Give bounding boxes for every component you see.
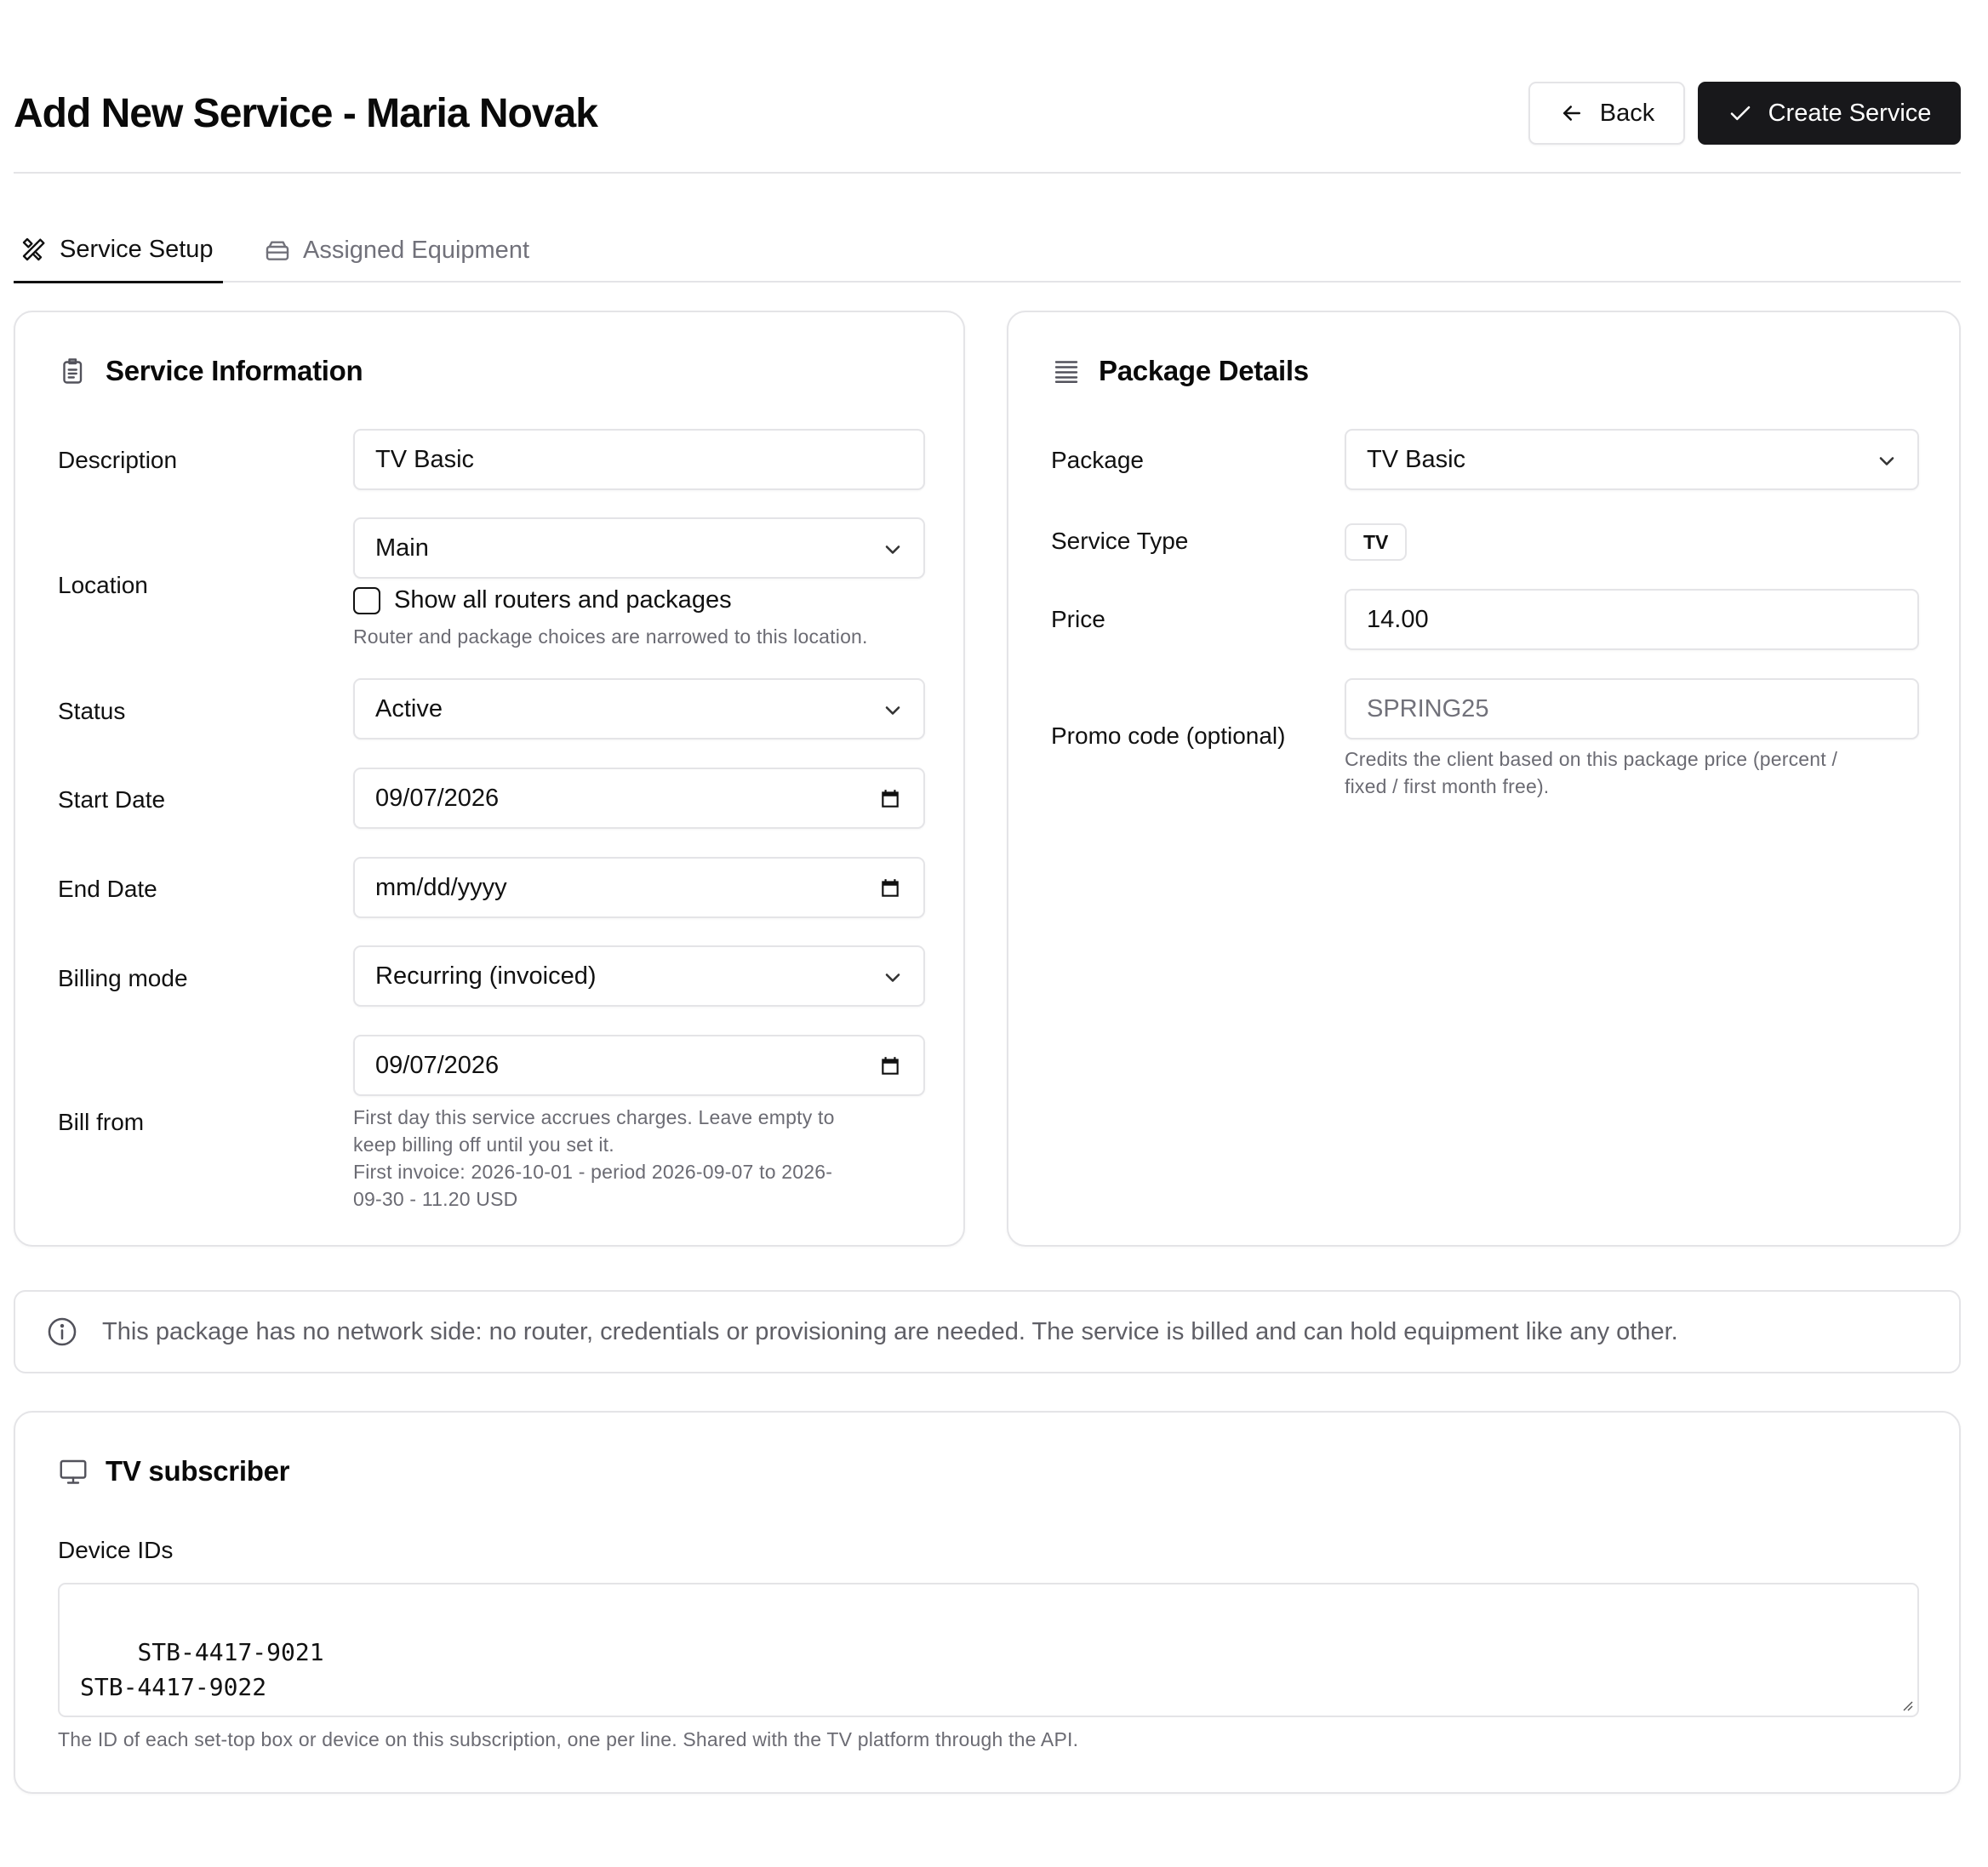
status-value: Active (375, 694, 443, 722)
arrow-left-icon (1559, 100, 1585, 126)
tab-assigned-equipment[interactable] (264, 218, 529, 283)
show-all-routers-row[interactable] (353, 586, 732, 614)
service-information-heading (58, 355, 363, 387)
calendar-icon[interactable] (879, 788, 901, 810)
bill-from-input[interactable] (353, 1035, 925, 1096)
tv-subscriber-title: TV subscriber (106, 1455, 290, 1487)
device-ids-value: STB-4417-9021 STB-4417-9022 (80, 1638, 324, 1701)
tab-assigned-equipment-label: Assigned Equipment (303, 236, 529, 264)
billing-mode-value: Recurring (invoiced) (375, 962, 597, 990)
service-information-title: Service Information (106, 355, 363, 386)
back-button-label: Back (1599, 99, 1655, 127)
create-service-button[interactable] (1698, 82, 1961, 145)
location-label: Location (58, 572, 148, 598)
promo-code-placeholder: SPRING25 (1367, 694, 1489, 722)
device-ids-label: Device IDs (58, 1537, 174, 1563)
status-label: Status (58, 698, 126, 724)
location-select[interactable] (353, 517, 925, 579)
no-network-notice (14, 1290, 1961, 1373)
chevron-down-icon (881, 699, 905, 722)
tv-subscriber-card (14, 1411, 1961, 1794)
tab-bar (14, 218, 1961, 283)
clipboard-icon (58, 356, 89, 386)
location-hint: Router and package choices are narrowed to this location. (353, 625, 868, 648)
page-header (14, 82, 1961, 174)
bill-from-hint (353, 1104, 835, 1213)
resize-handle-icon[interactable] (1899, 1697, 1914, 1712)
first-invoice-line: First invoice: 2026-10-01 - period 2026-09-07 to 2026- (353, 1161, 833, 1183)
billing-mode-select[interactable] (353, 945, 925, 1007)
box-icon (264, 237, 291, 264)
tools-icon (20, 236, 48, 263)
service-type-label: Service Type (1051, 528, 1189, 554)
chevron-down-icon (881, 538, 905, 562)
monitor-icon (58, 1456, 89, 1487)
package-value: TV Basic (1367, 445, 1466, 473)
package-select[interactable] (1345, 429, 1919, 490)
notice-text: This package has no network side: no router, credentials or provisioning are needed. The service is billed and can hold equipment like any other. (102, 1317, 1678, 1345)
promo-code-hint-line: fixed / first month free). (1345, 775, 1550, 797)
first-invoice-line: 09-30 - 11.20 USD (353, 1188, 518, 1210)
end-date-input[interactable] (353, 857, 925, 918)
chevron-down-icon (1875, 449, 1899, 473)
price-value: 14.00 (1367, 605, 1429, 633)
chevron-down-icon (881, 966, 905, 990)
promo-code-input[interactable] (1345, 678, 1919, 739)
price-input[interactable] (1345, 589, 1919, 650)
bill-from-value: 09/07/2026 (375, 1051, 500, 1079)
status-select[interactable] (353, 678, 925, 739)
start-date-input[interactable] (353, 768, 925, 829)
info-icon (46, 1316, 78, 1348)
start-date-label: Start Date (58, 786, 166, 813)
start-date-value: 09/07/2026 (375, 784, 500, 812)
calendar-icon[interactable] (879, 1055, 901, 1077)
end-date-label: End Date (58, 876, 157, 902)
list-icon (1051, 356, 1082, 386)
device-ids-textarea[interactable] (58, 1583, 1919, 1717)
promo-code-hint (1345, 745, 1837, 800)
bill-from-hint-line: First day this service accrues charges. Leave empty to (353, 1106, 835, 1128)
billing-mode-label: Billing mode (58, 965, 188, 991)
page-title: Add New Service - Maria Novak (14, 91, 597, 136)
create-service-label: Create Service (1768, 99, 1932, 127)
package-details-title: Package Details (1099, 355, 1309, 386)
description-label: Description (58, 447, 178, 473)
description-input[interactable] (353, 429, 925, 490)
promo-code-hint-line: Credits the client based on this package price (percent / (1345, 748, 1838, 770)
tv-subscriber-heading (58, 1455, 289, 1487)
show-all-routers-label: Show all routers and packages (394, 586, 732, 614)
service-information-card (14, 311, 965, 1247)
package-details-card (1007, 311, 1961, 1247)
description-value: TV Basic (375, 445, 475, 473)
bill-from-label: Bill from (58, 1109, 145, 1135)
show-all-routers-checkbox[interactable] (353, 587, 380, 614)
service-type-badge: TV (1345, 523, 1407, 561)
price-label: Price (1051, 606, 1105, 632)
device-ids-hint: The ID of each set-top box or device on this subscription, one per line. Shared with the TV platform through the API. (58, 1728, 1079, 1750)
back-button[interactable] (1528, 82, 1685, 145)
bill-from-hint-line: keep billing off until you set it. (353, 1133, 614, 1156)
check-icon (1728, 100, 1753, 126)
tab-service-setup[interactable] (14, 218, 223, 283)
package-details-heading (1051, 355, 1309, 387)
end-date-placeholder: mm/dd/yyyy (375, 873, 507, 901)
location-value: Main (375, 534, 429, 562)
calendar-icon[interactable] (879, 877, 901, 899)
tab-service-setup-label: Service Setup (60, 235, 214, 263)
promo-code-label: Promo code (optional) (1051, 722, 1286, 749)
package-label: Package (1051, 447, 1144, 473)
